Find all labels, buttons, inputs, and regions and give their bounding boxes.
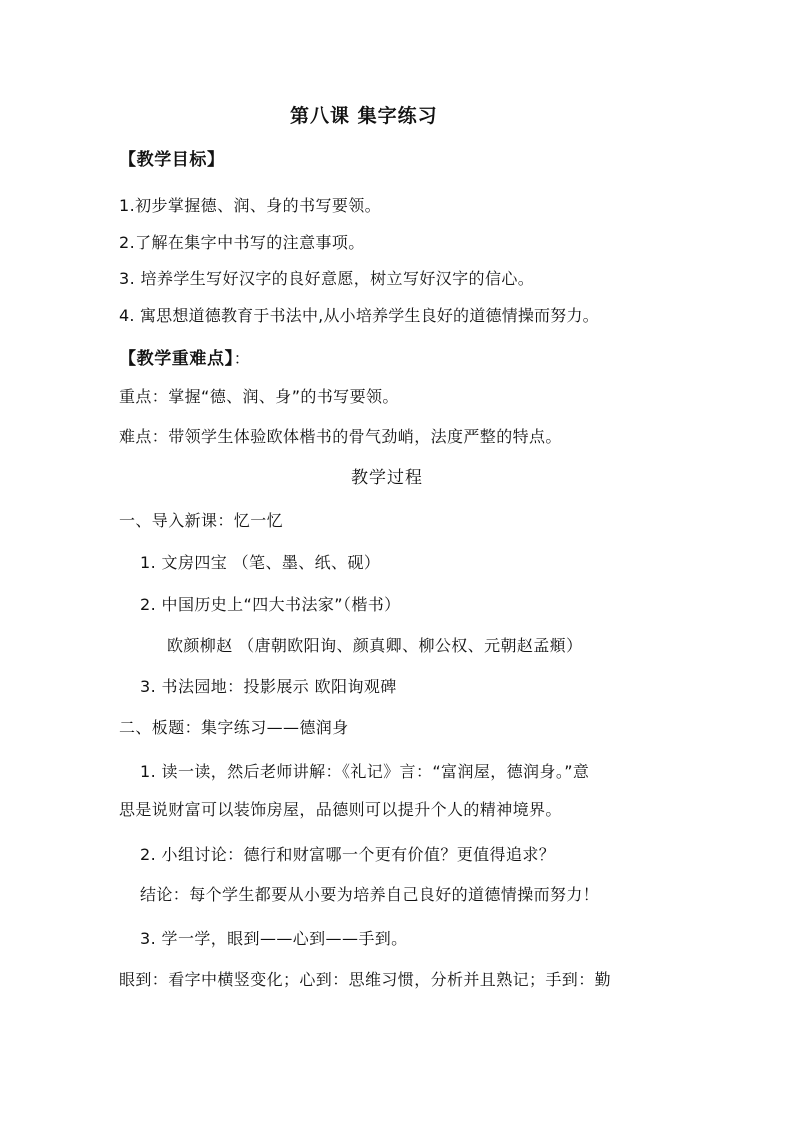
objective-item-3: 3. 培养学生写好汉字的良好意愿，树立写好汉字的信心。 — [119, 269, 535, 288]
objectives-heading: 【教学目标】 — [119, 150, 225, 170]
section-1-item-2: 2. 中国历史上“四大书法家”（楷书） — [140, 595, 401, 614]
section-1-item-1: 1. 文房四宝 （笔、墨、纸、砚） — [140, 553, 381, 572]
key-points-heading: 【教学重难点】 — [119, 349, 234, 369]
key-points-heading-line — [119, 349, 250, 369]
process-heading: 教学过程 — [351, 468, 423, 488]
objective-item-2: 2.了解在集字中书写的注意事项。 — [119, 233, 365, 252]
section-2-conclusion: 结论：每个学生都要从小要为培养自己良好的道德情操而努力！ — [140, 885, 600, 904]
section-1-item-2-detail: 欧颜柳赵 （唐朝欧阳询、颜真卿、柳公权、元朝赵孟頫） — [167, 636, 583, 655]
key-points-heading-suffix: ： — [233, 349, 251, 368]
objective-item-1: 1.初步掌握德、润、身的书写要领。 — [119, 196, 382, 215]
section-2-item-3: 3. 学一学，眼到——心到——手到。 — [140, 929, 408, 948]
section-2-title: 二、板题：集字练习——德润身 — [119, 718, 349, 737]
objective-item-4: 4. 寓思想道德教育于书法中,从小培养学生良好的道德情操而努力。 — [119, 306, 599, 325]
section-2-item-2: 2. 小组讨论：德行和财富哪一个更有价值？更值得追求？ — [140, 845, 556, 864]
section-2-item-1-line-1: 1. 读一读，然后老师讲解：《礼记》言：“富润屋，德润身。”意 — [140, 762, 590, 781]
section-1-item-3: 3. 书法园地：投影展示 欧阳询观碑 — [140, 677, 397, 696]
lesson-title: 第八课 集字练习 — [290, 105, 438, 127]
difficulty-point: 难点：带领学生体验欧体楷书的骨气劲峭，法度严整的特点。 — [119, 427, 562, 446]
section-2-item-1-line-2: 思是说财富可以装饰房屋，品德则可以提升个人的精神境界。 — [119, 800, 562, 819]
focus-point: 重点：掌握“德、润、身”的书写要领。 — [119, 387, 399, 406]
section-2-detail: 眼到：看字中横竖变化；心到：思维习惯，分析并且熟记；手到：勤 — [119, 970, 612, 989]
section-1-title: 一、导入新课：忆一忆 — [119, 511, 284, 530]
